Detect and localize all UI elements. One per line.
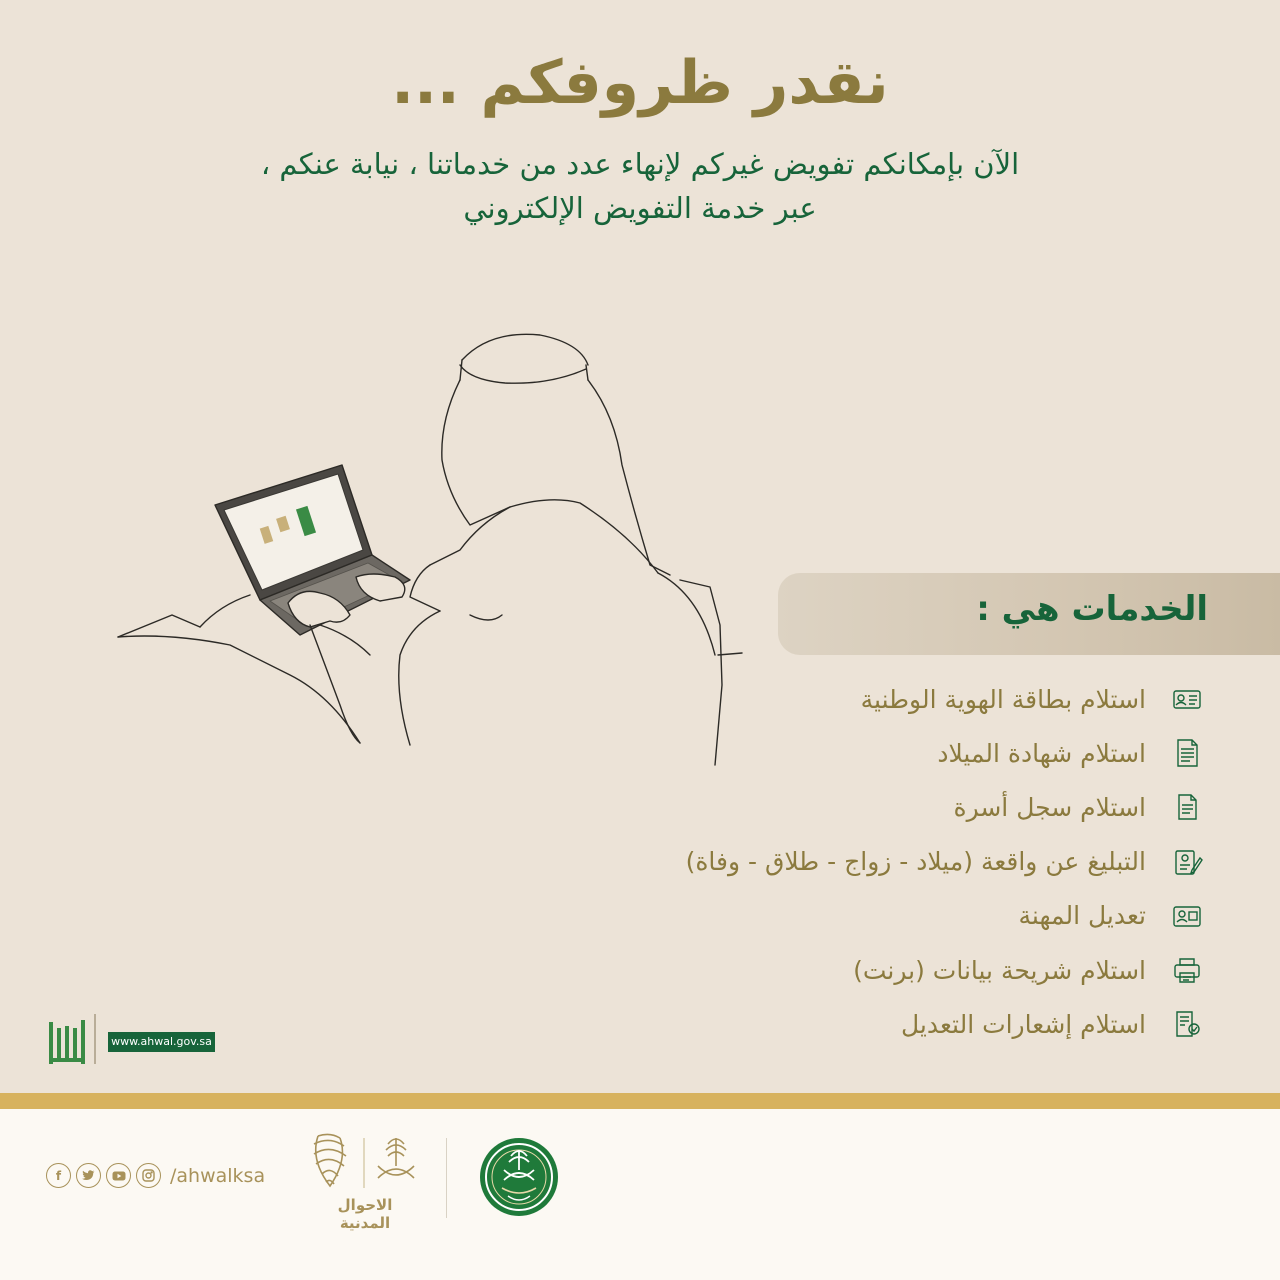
- civil-affairs-name: الاحوال المدنية: [337, 1196, 393, 1232]
- service-label: استلام إشعارات التعديل: [900, 1009, 1146, 1039]
- service-label: استلام سجل أسرة: [953, 792, 1146, 822]
- ministry-emblem: [478, 1136, 560, 1218]
- headline: نقدر ظروفكم ...: [391, 48, 889, 118]
- service-list: [564, 672, 1204, 1051]
- report-edit-icon: [1170, 845, 1204, 879]
- profile-card-icon: [1170, 899, 1204, 933]
- social-links: [46, 1163, 265, 1188]
- footer-divider: [446, 1138, 447, 1218]
- facebook-icon[interactable]: f: [46, 1163, 71, 1188]
- absher-logo: [46, 1014, 88, 1066]
- id-card-icon: [1170, 682, 1204, 716]
- youtube-icon[interactable]: [106, 1163, 131, 1188]
- gold-divider-bar: [0, 1093, 1280, 1109]
- notification-edit-icon: [1170, 1007, 1204, 1041]
- service-label: تعديل المهنة: [1018, 901, 1146, 931]
- printer-icon: [1170, 953, 1204, 987]
- instagram-icon[interactable]: [136, 1163, 161, 1188]
- divider: [94, 1014, 96, 1064]
- service-item-report-event: [564, 835, 1204, 889]
- certificate-document-icon: [1170, 736, 1204, 770]
- services-title: الخدمات هي :: [976, 589, 1208, 629]
- service-item-profession-update: [564, 889, 1204, 943]
- service-item-national-id: [564, 672, 1204, 726]
- service-label: استلام شهادة الميلاد: [937, 738, 1146, 768]
- subtitle-line-1: الآن بإمكانكم تفويض غيركم لإنهاء عدد من خدماتنا ، نيابة عنكم ،: [260, 147, 1020, 181]
- service-label: التبليغ عن واقعة (ميلاد - زواج - طلاق - وفاة): [685, 847, 1146, 877]
- website-badge[interactable]: www.ahwal.gov.sa: [108, 1032, 215, 1052]
- footer: [0, 1109, 1280, 1280]
- service-label: استلام بطاقة الهوية الوطنية: [860, 684, 1146, 714]
- twitter-icon[interactable]: [76, 1163, 101, 1188]
- subtitle: [140, 142, 1140, 230]
- social-handle[interactable]: /ahwalksa: [170, 1164, 266, 1187]
- service-item-birth-certificate: [564, 726, 1204, 780]
- service-item-family-record: [564, 780, 1204, 834]
- service-label: استلام شريحة بيانات (برنت): [853, 955, 1146, 985]
- subtitle-line-2: عبر خدمة التفويض الإلكتروني: [463, 191, 817, 225]
- services-banner: [778, 573, 1280, 655]
- service-item-update-notifications: [564, 997, 1204, 1051]
- service-item-data-printout: [564, 943, 1204, 997]
- document-icon: [1170, 790, 1204, 824]
